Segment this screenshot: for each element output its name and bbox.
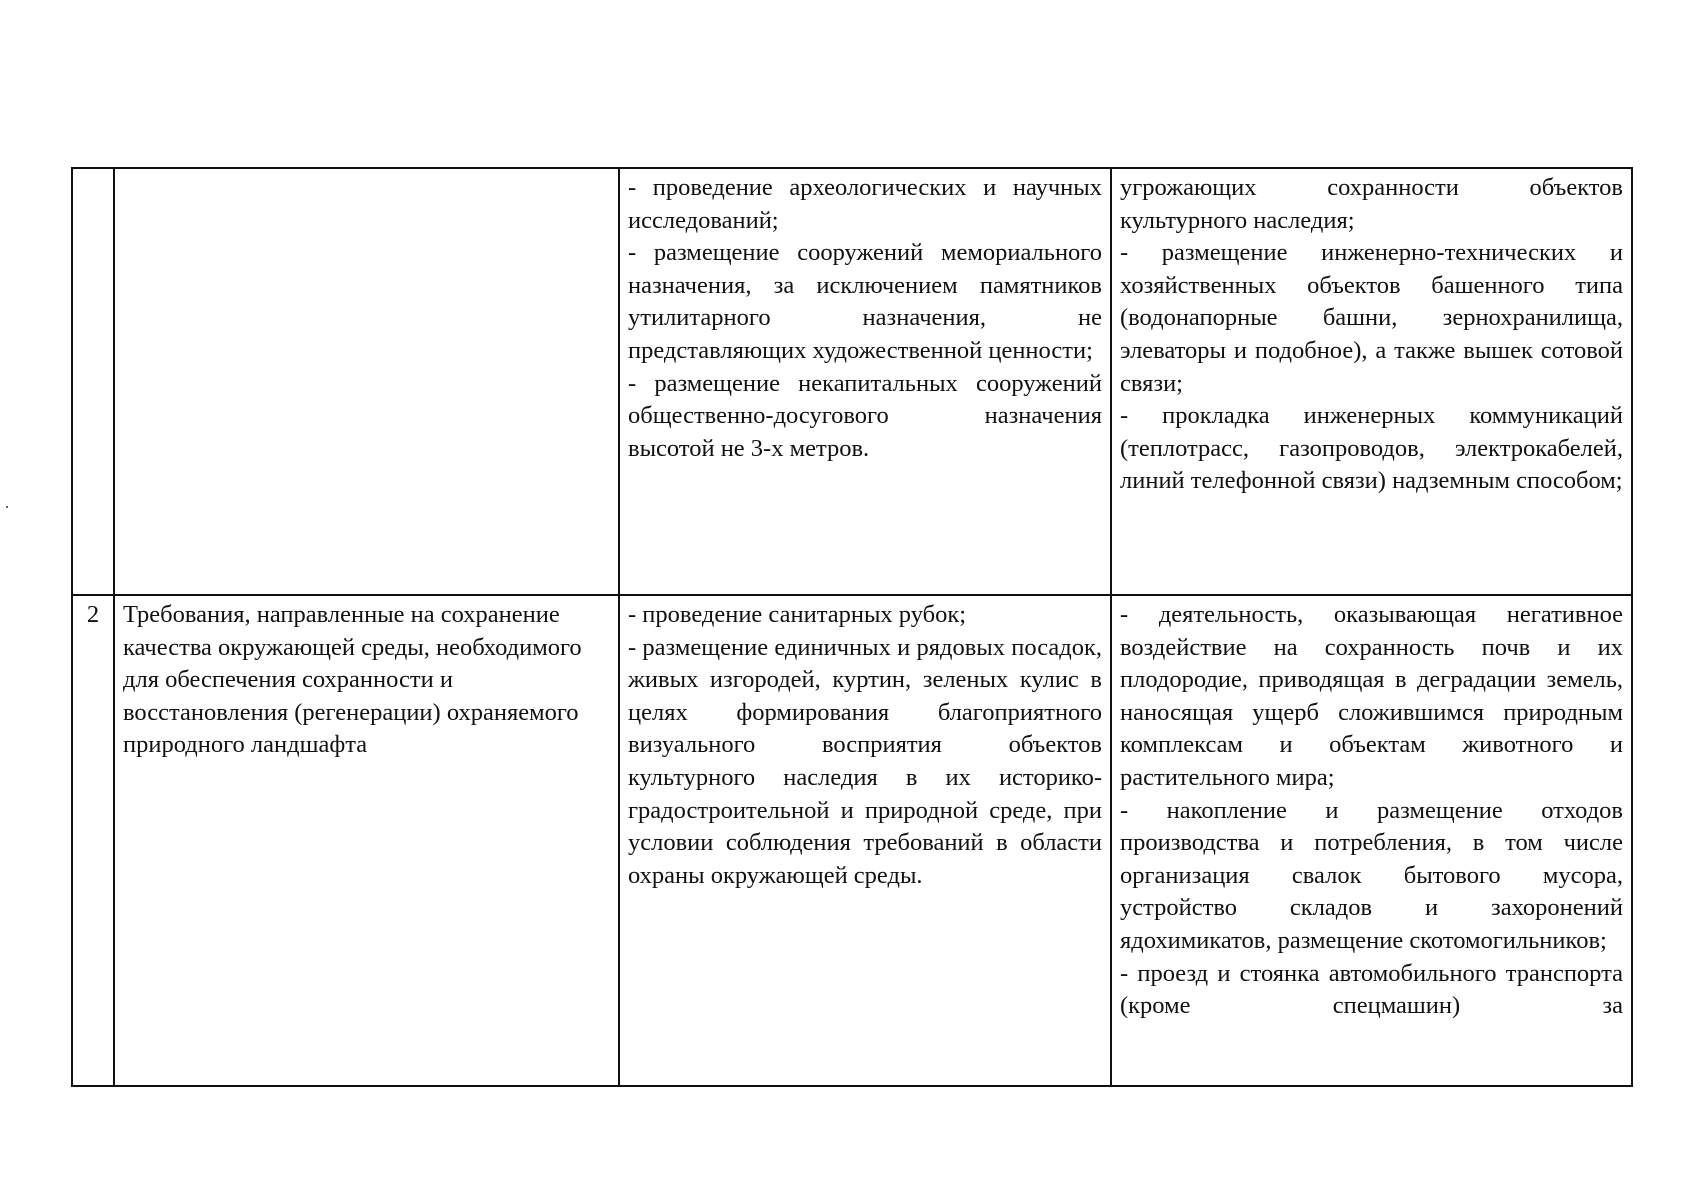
- restrictions-table: [71, 167, 1633, 1087]
- row-number-cell: [72, 168, 114, 595]
- row-number-cell: [72, 595, 114, 1086]
- forbidden-item: угрожающих сохранности объектов культурного наследия;: [1120, 174, 1623, 234]
- allowed-activities-cell: [619, 168, 1111, 595]
- requirement-text: Требования, направленные на сохранение качества окружающей среды, необходимого для обеспечения сохранности и восстановления (регенерации) охраняемого природного ландшафта: [123, 601, 582, 759]
- forbidden-item-continued: - проезд и стоянка автомобильного транспорта (кроме спецмашин) за: [1120, 959, 1623, 1020]
- scan-speck: [6, 506, 8, 508]
- requirement-cell: [114, 168, 619, 595]
- allowed-item: - размещение сооружений мемориального назначения, за исключением памятников утилитарного назначения, не представляющих художественной ценности;: [628, 239, 1102, 364]
- forbidden-item: - прокладка инженерных коммуникаций (теплотрасс, газопроводов, электрокабелей, линий телефонной связи) надземным способом;: [1120, 402, 1623, 495]
- forbidden-activities-cell: [1111, 595, 1632, 1086]
- allowed-item: - проведение археологических и научных исследований;: [628, 174, 1102, 234]
- requirement-cell: [114, 595, 619, 1086]
- allowed-activities-cell: [619, 595, 1111, 1086]
- forbidden-item: - деятельность, оказывающая негативное воздействие на сохранность почв и их плодородие, приводящая в деградации земель, наносящая ущерб сложившимся природным комплексам и объектам животного и растительного мира;: [1120, 601, 1623, 791]
- forbidden-item: - размещение инженерно-технических и хозяйственных объектов башенного типа (водонапорные башни, зернохранилища, элеваторы и подобное), а также вышек сотовой связи;: [1120, 239, 1623, 397]
- table-row: [72, 595, 1632, 1086]
- table-row: [72, 168, 1632, 595]
- forbidden-item: - накопление и размещение отходов производства и потребления, в том числе организация свалок бытового мусора, устройство складов и захоронений ядохимикатов, размещение скотомогильников;: [1120, 796, 1623, 954]
- allowed-item: - размещение некапитальных сооружений общественно-досугового назначения высотой не 3-х метров.: [628, 369, 1102, 462]
- allowed-item: - размещение единичных и рядовых посадок, живых изгородей, куртин, зеленых кулис в целях формирования благоприятного визуального восприятия объектов культурного наследия в их историко-градостроительной и природной среде, при условии соблюдения требований в области охраны окружающей среды.: [628, 633, 1102, 889]
- row-number: 2: [86, 601, 100, 628]
- allowed-item: - проведение санитарных рубок;: [628, 601, 967, 628]
- forbidden-activities-cell: [1111, 168, 1632, 595]
